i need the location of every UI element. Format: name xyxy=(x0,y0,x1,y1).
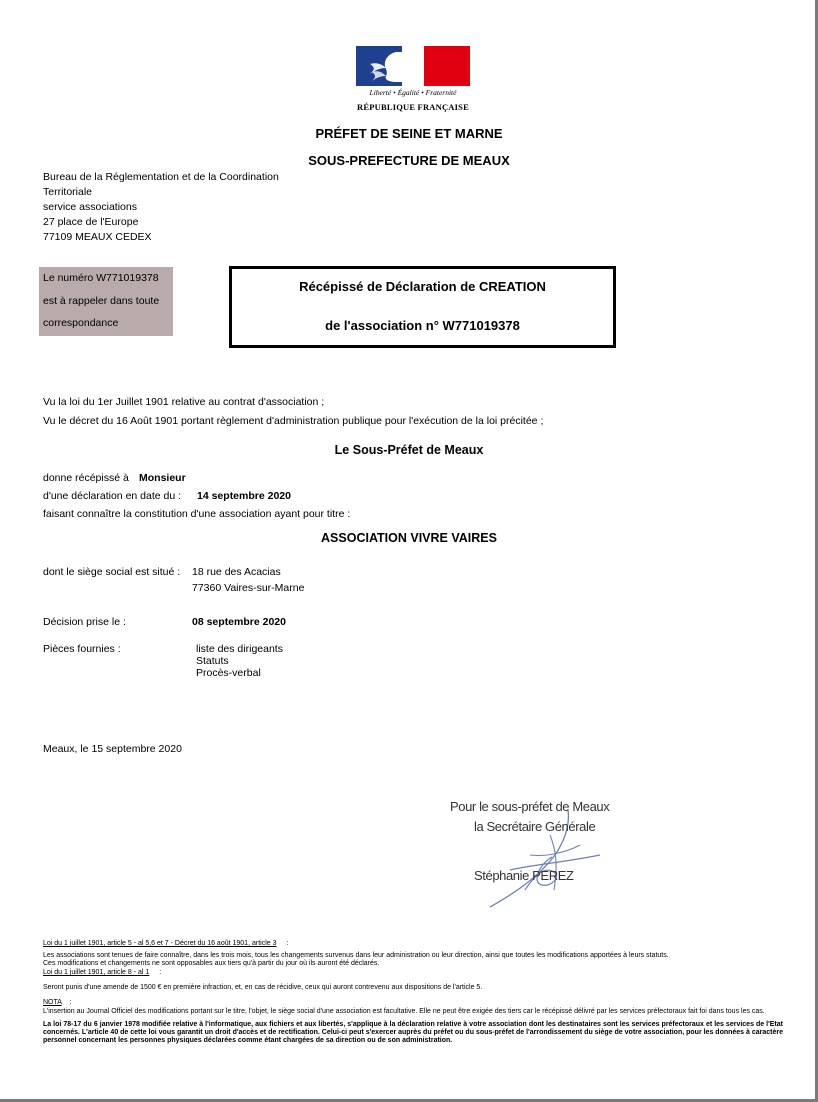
footer-loi1-text2: Ces modifications et changements ne sont opposables aux tiers qu'à partir du jour où ils auront été déclarés. xyxy=(43,960,380,967)
reference-line: est à rappeler dans toute xyxy=(43,295,160,307)
sous-prefet-title: Le Sous-Préfet de Meaux xyxy=(334,443,484,457)
signature-line1: Pour le sous-préfet de Meaux xyxy=(450,799,610,814)
prefet-heading: PRÉFET DE SEINE ET MARNE xyxy=(315,126,503,141)
reference-number-box xyxy=(39,267,173,336)
faisant-connaitre: faisant connaître la constitution d'une association ayant pour titre : xyxy=(43,508,351,520)
footer-notes xyxy=(43,940,783,1045)
receipt-title-line1: Récépissé de Déclaration de CREATION xyxy=(299,279,546,294)
footer-loi2-title: Loi du 1 juillet 1901, article 8 - al 1 xyxy=(43,969,150,976)
siege-address-line2: 77360 Vaires-sur-Marne xyxy=(192,582,305,594)
sous-prefecture-heading: SOUS-PREFECTURE DE MEAUX xyxy=(308,153,510,168)
signature-block xyxy=(430,795,660,915)
vu-loi-1901: Vu la loi du 1er Juillet 1901 relative au contrat d'association ; xyxy=(43,396,325,408)
marianne-profile-icon xyxy=(366,50,422,84)
list-item: liste des dirigeants xyxy=(196,643,283,655)
footer-loi1-title: Loi du 1 juillet 1901, article 5 - al 5,6 et 7 - Décret du 16 août 1901, article 3 xyxy=(43,940,277,947)
donne-label: donne récépissé à xyxy=(43,472,129,484)
footer-loi1-colon: : xyxy=(286,940,289,947)
declaration-label: d'une déclaration en date du : xyxy=(43,490,182,502)
association-name: ASSOCIATION VIVRE VAIRES xyxy=(321,531,497,545)
republique-francaise-label: RÉPUBLIQUE FRANÇAISE xyxy=(357,102,469,112)
bureau-address xyxy=(43,170,279,245)
declaration-date: 14 septembre 2020 xyxy=(197,490,291,502)
pieces-label: Pièces fournies : xyxy=(43,643,121,655)
footer-nota-colon: : xyxy=(69,999,72,1006)
republic-motto: Liberté • Égalité • Fraternité xyxy=(369,88,457,97)
reference-line: Le numéro W771019378 xyxy=(43,272,159,284)
list-item: Procès-verbal xyxy=(196,667,261,679)
marianne-logo xyxy=(356,46,470,116)
footer-loi2-colon: : xyxy=(159,969,162,976)
footer-nota-title: NOTA xyxy=(43,999,62,1006)
reference-line: correspondance xyxy=(43,317,119,329)
decision-date: 08 septembre 2020 xyxy=(192,616,286,628)
donne-value: Monsieur xyxy=(139,472,186,484)
bureau-line: Bureau de la Réglementation et de la Coordination xyxy=(43,171,279,183)
bureau-line: service associations xyxy=(43,201,137,213)
receipt-title-box xyxy=(229,266,616,348)
vu-decret-1901: Vu le décret du 16 Août 1901 portant règlement d'administration publique pour l'exécution de la loi précitée ; xyxy=(43,415,544,427)
bureau-line: Territoriale xyxy=(43,186,93,198)
bureau-line: 27 place de l'Europe xyxy=(43,216,139,228)
footer-loi2-text: Seront punis d'une amende de 1500 € en première infraction, et, en cas de récidive, ceux qui auront contrevenu aux dispositions de l'article 5. xyxy=(43,984,483,991)
receipt-title-line2: de l'association n° W771019378 xyxy=(325,318,520,333)
decision-label: Décision prise le : xyxy=(43,616,126,628)
tricolor-flag-icon xyxy=(356,46,470,86)
siege-address-line1: 18 rue des Acacias xyxy=(192,566,281,578)
signature-line2: la Secrétaire Générale xyxy=(474,819,596,834)
date-lieu: Meaux, le 15 septembre 2020 xyxy=(43,743,182,755)
footer-nota-text2: La loi 78-17 du 6 janvier 1978 modifiée relative à l'informatique, aux fichiers et aux libertés, s'applique à la déclaration relative à votre association dont les destinataires sont les services préfectoraux et les services de l'Etat concernés. L'article 40 de cette loi vous garantit un droit d'accès et de rectification. Celui-ci peut s'exercer auprès du préfet ou du sous-préfet de l'arrondissement du siège de votre association, pour les données à caractère personnel concernant les personnes physiques déclarées comme étant chargées de sa direction ou de son administration. xyxy=(43,1021,783,1044)
footer-nota-text1: L'insertion au Journal Officiel des modifications portant sur le titre, l'objet, le siège social d'une association est facultative. Elle ne peut être exigée des tiers car le récépissé délivré par les services préfectoraux fait foi dans tous les cas. xyxy=(43,1008,765,1015)
siege-label: dont le siège social est situé : xyxy=(43,566,181,578)
list-item: Statuts xyxy=(196,655,229,667)
footer-loi1-text1: Les associations sont tenues de faire connaître, dans les trois mois, tous les changements survenus dans leur administration ou leur direction, ainsi que toutes les modifications apportées à leurs statuts. xyxy=(43,952,669,959)
pieces-list xyxy=(196,643,283,679)
bureau-line: 77109 MEAUX CEDEX xyxy=(43,231,152,243)
signatory-name: Stéphanie PEREZ xyxy=(474,868,574,883)
